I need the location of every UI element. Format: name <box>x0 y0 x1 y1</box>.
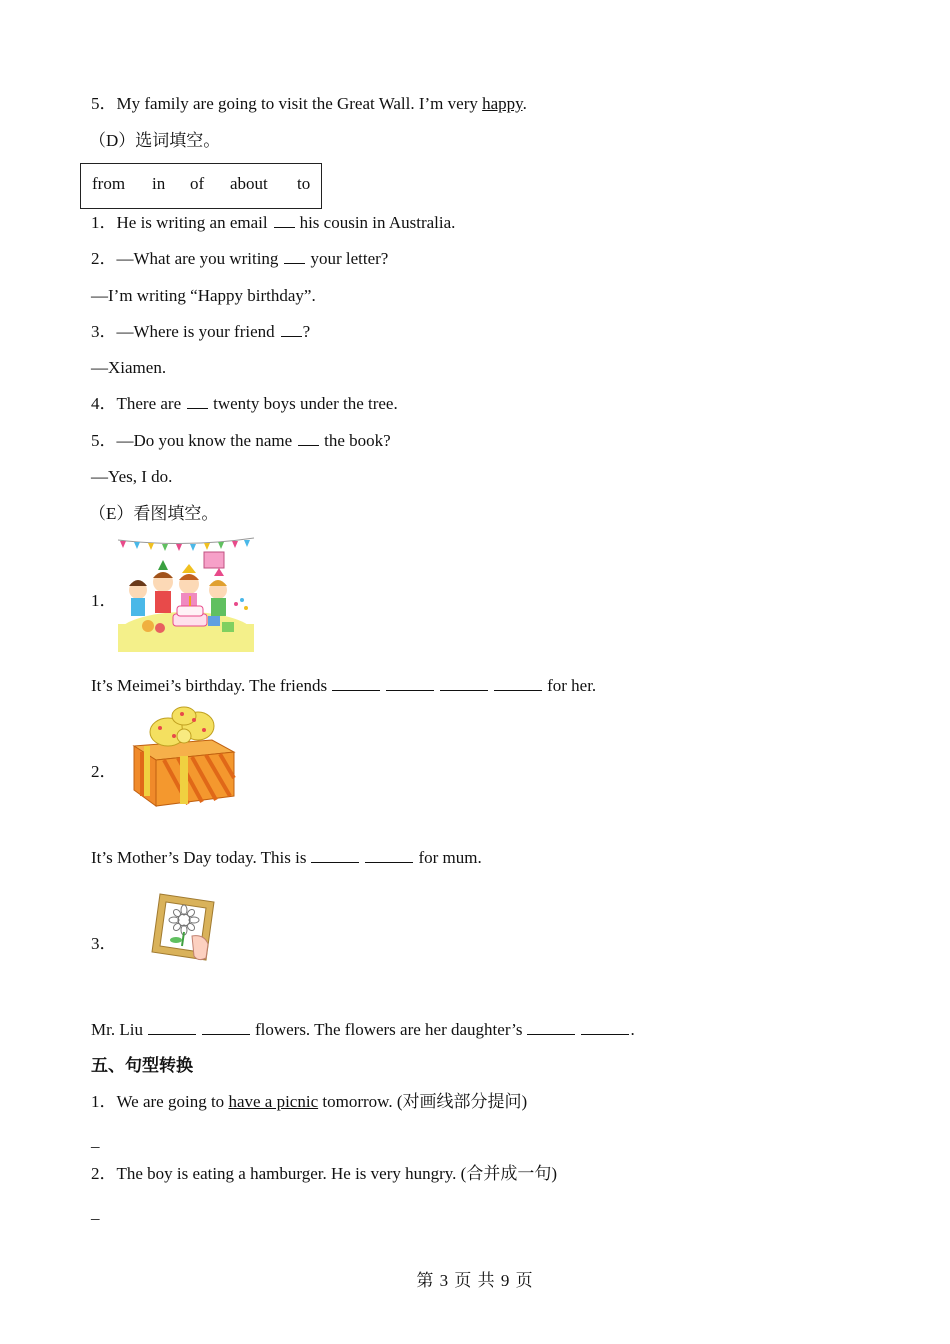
question-text: for mum. <box>418 848 482 867</box>
section-d-heading: （D）选词填空。 <box>89 131 221 150</box>
answer-blank[interactable] <box>494 675 542 691</box>
question-text: My family are going to visit the Great Wall. I’m very <box>116 94 483 113</box>
answer-blank[interactable] <box>527 1019 575 1035</box>
question-text: tomorrow. (对画线部分提问) <box>318 1092 528 1111</box>
word-bank-item: in <box>152 174 166 193</box>
picture-number: 3． <box>91 934 117 953</box>
question-c5 <box>91 93 527 115</box>
question-text: . <box>630 1020 635 1039</box>
question-text: Mr. Liu <box>91 1020 143 1039</box>
question-text: ? <box>302 322 311 341</box>
question-d3 <box>91 321 310 343</box>
question-d2 <box>91 248 388 270</box>
question-d4 <box>91 393 398 415</box>
question-number: 2． <box>91 249 117 268</box>
answer-blank[interactable] <box>440 675 488 691</box>
answer-blank[interactable] <box>284 248 305 264</box>
question-number: 4． <box>91 394 117 413</box>
word-bank-box <box>80 163 322 209</box>
underlined-word: happy <box>482 94 523 113</box>
question-text: He is writing an email <box>116 213 268 232</box>
picture-question-2 <box>91 847 482 869</box>
question-text: It’s Mother’s Day today. This is <box>91 848 307 867</box>
flower-drawing-picture <box>148 892 218 966</box>
question-text: —What are you writing <box>116 249 279 268</box>
section-5-heading: 五、句型转换 <box>91 1056 193 1075</box>
question-d1 <box>91 212 455 234</box>
answer-blank[interactable] <box>581 1019 629 1035</box>
question-5-1 <box>91 1091 527 1113</box>
question-text: —Do you know the name <box>116 431 293 450</box>
question-text: flowers. The flowers are her daughter’s <box>254 1020 523 1039</box>
question-number: 5． <box>91 94 117 113</box>
question-number: 3． <box>91 322 117 341</box>
answer-line[interactable]: _ <box>91 1203 100 1222</box>
answer-blank[interactable] <box>311 847 359 863</box>
answer-blank[interactable] <box>187 393 208 409</box>
gift-box-picture <box>130 706 236 808</box>
question-text: There are <box>116 394 182 413</box>
question-5-2 <box>91 1163 557 1185</box>
question-text: his cousin in Australia. <box>299 213 456 232</box>
picture-number: 2． <box>91 762 117 781</box>
answer-line: —Xiamen. <box>91 358 167 377</box>
answer-line[interactable]: _ <box>91 1131 100 1150</box>
picture-question-3 <box>91 1019 635 1041</box>
question-text: It’s Meimei’s birthday. The friends <box>91 676 328 695</box>
answer-blank[interactable] <box>202 1019 250 1035</box>
answer-line: —I’m writing “Happy birthday”. <box>91 286 316 305</box>
page-footer: 第 3 页 共 9 页 <box>416 1271 534 1290</box>
word-bank-item: from <box>92 174 126 193</box>
word-bank-item: about <box>230 174 268 193</box>
underlined-phrase: have a picnic <box>228 1092 319 1111</box>
question-end: . <box>522 94 527 113</box>
question-text: twenty boys under the tree. <box>213 394 398 413</box>
answer-blank[interactable] <box>281 321 302 337</box>
answer-blank[interactable] <box>365 847 413 863</box>
answer-blank[interactable] <box>274 212 295 228</box>
answer-blank[interactable] <box>386 675 434 691</box>
question-text: the book? <box>324 431 391 450</box>
question-number: 1． <box>91 213 117 232</box>
question-text: We are going to <box>116 1092 229 1111</box>
question-text: for her. <box>547 676 597 695</box>
answer-blank[interactable] <box>332 675 380 691</box>
answer-blank[interactable] <box>298 430 319 446</box>
question-number: 5． <box>91 431 117 450</box>
answer-line: —Yes, I do. <box>91 467 173 486</box>
question-number: 1． <box>91 1092 117 1111</box>
question-text: —Where is your friend <box>116 322 275 341</box>
birthday-party-picture <box>116 534 256 652</box>
word-bank-item: of <box>190 174 205 193</box>
question-d5 <box>91 430 391 452</box>
question-text: your letter? <box>310 249 389 268</box>
picture-number: 1． <box>91 591 117 610</box>
word-bank-item: to <box>297 174 311 193</box>
section-e-heading: （E）看图填空。 <box>89 504 219 523</box>
question-text: The boy is eating a hamburger. He is very hungry. (合并成一句) <box>116 1164 557 1183</box>
picture-question-1 <box>91 675 596 697</box>
answer-blank[interactable] <box>148 1019 196 1035</box>
question-number: 2． <box>91 1164 117 1183</box>
